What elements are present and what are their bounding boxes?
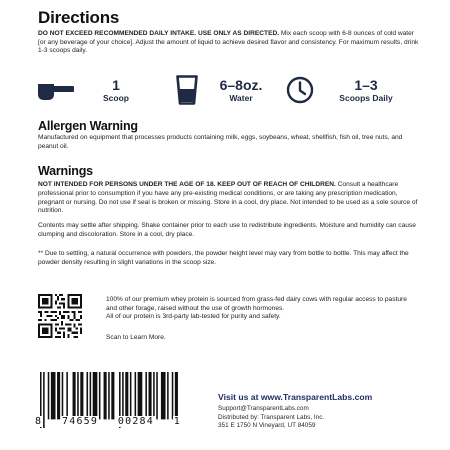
- qr-code-icon[interactable]: [38, 294, 82, 338]
- barcode-bar: [145, 372, 147, 419]
- barcode-bar: [161, 372, 166, 419]
- directions-body: Mix each scoop with 6-8 ounces of cold water [or any beverage of your choice]. Adjust the amount of liquid to achieve desired flavor and consistency. For maximum results, drink 1-3 scoops daily.: [38, 30, 419, 55]
- directions-text: [38, 30, 422, 56]
- directions-warning: DO NOT EXCEED RECOMMENDED DAILY INTAKE. USE ONLY AS DIRECTED.: [38, 30, 280, 37]
- barcode-bar: [99, 372, 101, 419]
- serving-water: [176, 70, 296, 110]
- settling-text: Contents may settle after shipping. Shake container prior to each use to redistribute ingredients. Moisture and humidity can cause clumping and discoloration. Store in a cool, dry place.: [38, 222, 416, 238]
- barcode-bar: [125, 372, 128, 419]
- barcode-bar: [167, 372, 169, 419]
- barcode-bar: [80, 372, 83, 419]
- serving-daily: [286, 70, 422, 110]
- barcode-lead: 8: [35, 416, 43, 427]
- barcode-trail: 1: [173, 416, 181, 427]
- barcode-right: 00284: [117, 416, 154, 427]
- warnings-body: Consult a healthcare professional prior to consumption if you have any pre-existing medical conditions, or are taking any prescription medication, pregnant or nursing. Do not use if seal is broken or missing. Store in a cool, dry place. Not intended to be used as a sole source of nutrition.: [38, 181, 418, 215]
- barcode-bar: [153, 372, 155, 419]
- barcode-left: 74659: [62, 416, 99, 427]
- allergen-heading: Allergen Warning: [38, 119, 138, 133]
- barcode-bar: [104, 372, 107, 419]
- barcode-bar: [48, 372, 50, 419]
- barcode-bar: [122, 372, 124, 419]
- barcode-bar: [77, 372, 79, 419]
- glass-icon: [176, 75, 198, 105]
- barcode-bar: [66, 372, 68, 419]
- barcode-bar: [130, 372, 132, 419]
- website-link[interactable]: Visit us at www.TransparentLabs.com: [218, 392, 373, 402]
- barcode-number: [34, 416, 182, 427]
- water-label: Water: [229, 92, 253, 103]
- support-email[interactable]: Support@TransparentLabs.com: [218, 405, 309, 412]
- barcode-bar: [111, 372, 114, 419]
- barcode-bar: [90, 372, 92, 419]
- serving-icons: [38, 70, 422, 110]
- barcode-bar: [57, 372, 60, 419]
- distributor: Distributed by: Transparent Labs, Inc.: [218, 413, 325, 421]
- barcode-bar: [156, 372, 158, 419]
- scoop-icon: [38, 78, 74, 102]
- barcode-bar: [62, 372, 64, 419]
- barcode-bar: [172, 372, 174, 419]
- scoop-value: 1: [112, 76, 120, 93]
- powder-note: ** Due to settling, a natural occurrence with powders, the powder height level may vary from bottle to bottle. This may affect the powder density resulting in slight variations in the scoop size.: [38, 250, 409, 266]
- barcode-bar: [93, 372, 98, 419]
- warnings-text: [38, 181, 422, 216]
- about-line-1: 100% of our premium whey protein is sourced from grass-fed dairy cows with regular access to pasture and other forage, raised without the use of growth hormones.: [106, 296, 407, 312]
- barcode-bar: [51, 372, 56, 419]
- barcode-bar: [175, 372, 178, 419]
- water-value: 6–8oz.: [219, 76, 263, 93]
- warnings-heading: Warnings: [38, 164, 93, 178]
- address: 351 E 1750 N Vineyard, UT 84059: [218, 422, 316, 430]
- barcode-bar: [108, 372, 110, 419]
- barcode-bar: [149, 372, 152, 419]
- warnings-bold: NOT INTENDED FOR PERSONS UNDER THE AGE OF 18. KEEP OUT OF REACH OF CHILDREN.: [38, 181, 336, 188]
- barcode-bar: [135, 372, 137, 419]
- daily-label: Scoops Daily: [339, 92, 393, 103]
- about-text: [106, 296, 416, 322]
- barcode-bar: [138, 372, 143, 419]
- barcode-bar: [73, 372, 76, 419]
- contact-info: [218, 405, 324, 431]
- about-line-2: All of our protein is 3rd-party lab-tested for purity and safety.: [106, 313, 281, 321]
- directions-heading: Directions: [38, 8, 120, 27]
- scan-text: Scan to Learn More.: [106, 334, 166, 341]
- clock-icon: [286, 76, 314, 104]
- barcode-bar: [87, 372, 89, 419]
- daily-value: 1–3: [354, 76, 378, 93]
- scoop-label: Scoop: [103, 92, 129, 103]
- serving-scoop: [38, 70, 148, 110]
- allergen-text: Manufactured on equipment that processes products containing milk, eggs, soybeans, wheat, shellfish, fish oil, tree nuts, and peanut oil.: [38, 134, 403, 150]
